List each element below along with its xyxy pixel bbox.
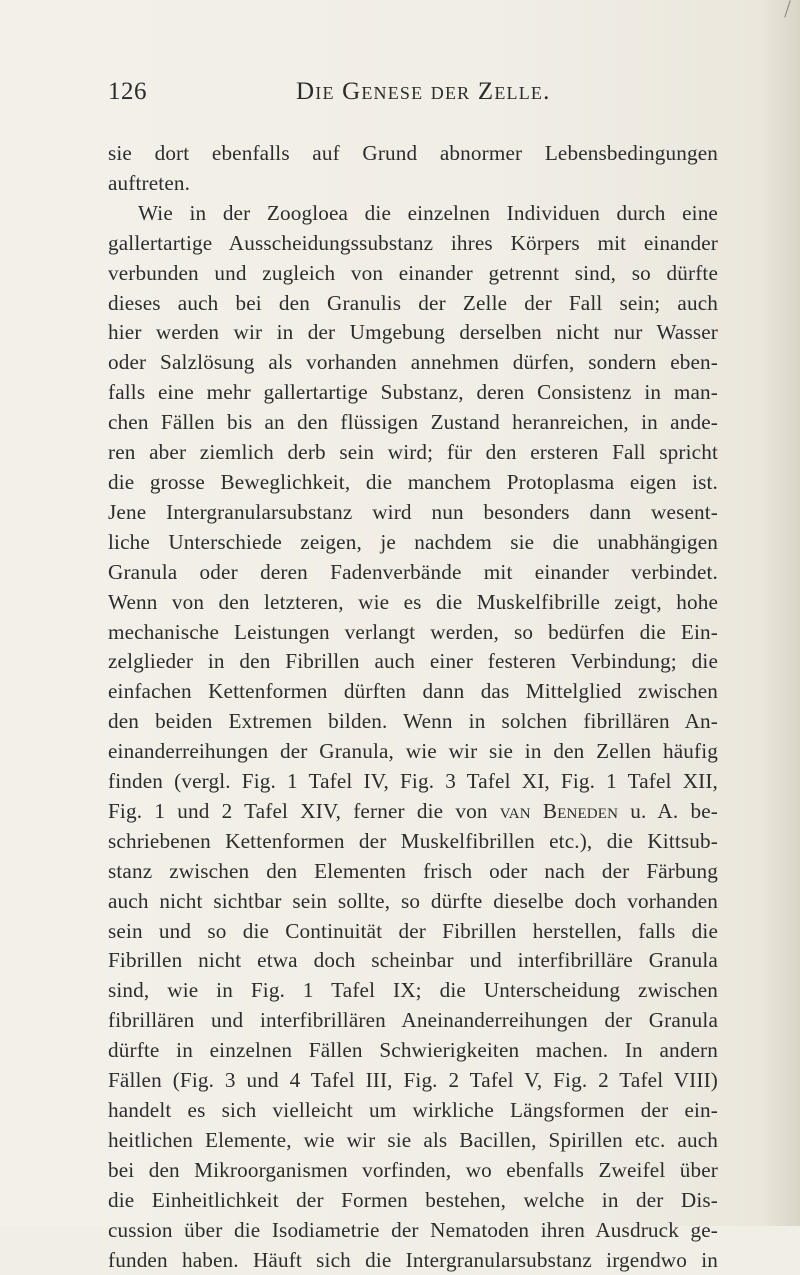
- text-line: schriebenen Kettenformen der Muskelfibrillen etc.), die Kittsub-: [108, 828, 718, 853]
- text-line: bei den Mikroorganismen vorfinden, wo ebenfalls Zweifel über: [108, 1157, 718, 1182]
- text-line: auch nicht sichtbar sein sollte, so dürfte dieselbe doch vorhanden: [108, 888, 718, 913]
- author-name-smallcaps: van Beneden: [499, 798, 619, 823]
- text-line: sie dort ebenfalls auf Grund abnormer Lebensbedingungen: [108, 141, 718, 165]
- text-line: oder Salzlösung als vorhanden annehmen dürfen, sondern eben-: [108, 350, 718, 375]
- text-line: Wie in der Zoogloea die einzelnen Individuen durch eine: [138, 200, 718, 225]
- page-corner-mark: [784, 0, 791, 17]
- text-line: fibrillären und interfibrillären Aneinanderreihungen der Granula: [108, 1008, 718, 1033]
- text-line: ren aber ziemlich derb sein wird; für den ersteren Fall spricht: [108, 440, 718, 465]
- text-line: handelt es sich vielleicht um wirkliche Längsformen der ein-: [108, 1098, 718, 1122]
- text-line: sind, wie in Fig. 1 Tafel IX; die Unterscheidung zwischen: [108, 978, 718, 1003]
- text-line: gallertartige Ausscheidungssubstanz ihres Körpers mit einander: [108, 230, 718, 255]
- text-line: den beiden Extremen bilden. Wenn in solchen fibrillären An-: [108, 709, 718, 734]
- text-line: dürfte in einzelnen Fällen Schwierigkeiten machen. In andern: [108, 1038, 718, 1063]
- text-line: hier werden wir in der Umgebung derselben nicht nur Wasser: [108, 320, 718, 345]
- text-line: Jene Intergranularsubstanz wird nun besonders dann wesent-: [108, 499, 718, 524]
- text-line: chen Fällen bis an den flüssigen Zustand heranreichen, in ande-: [108, 410, 718, 435]
- text-line: einfachen Kettenformen dürften dann das Mittelglied zwischen: [108, 679, 718, 704]
- text-line: heitlichen Elemente, wie wir sie als Bacillen, Spirillen etc. auch: [108, 1127, 718, 1152]
- text-line: mechanische Leistungen verlangt werden, so bedürfen die Ein-: [108, 619, 718, 644]
- text-line: Fibrillen nicht etwa doch scheinbar und interfibrilläre Granula: [108, 948, 718, 973]
- body-text: [108, 139, 718, 1275]
- text-line: auftreten.: [108, 170, 191, 195]
- text-line: Fällen (Fig. 3 und 4 Tafel III, Fig. 2 Tafel V, Fig. 2 Tafel VIII): [108, 1068, 718, 1093]
- text-line: Fig. 1 und 2 Tafel XIV, ferner die von van Beneden u. A. be-: [108, 798, 718, 823]
- text-line: Granula oder deren Fadenverbände mit einander verbindet.: [108, 559, 718, 584]
- text-line: sein und so die Continuität der Fibrillen herstellen, falls die: [108, 918, 718, 943]
- text-line: zelglieder in den Fibrillen auch einer festeren Verbindung; die: [108, 649, 718, 674]
- text-line: dieses auch bei den Granulis der Zelle der Fall sein; auch: [108, 290, 718, 315]
- running-head: [108, 78, 718, 112]
- running-title: Die Genese der Zelle.: [296, 78, 551, 105]
- text-line: die Einheitlichkeit der Formen bestehen, welche in der Dis-: [108, 1187, 718, 1212]
- text-line: falls eine mehr gallertartige Substanz, deren Consistenz in man-: [108, 380, 718, 405]
- page-number: 126: [108, 78, 147, 105]
- text-line: stanz zwischen den Elementen frisch oder nach der Färbung: [108, 858, 718, 883]
- text-line: funden haben. Häuft sich die Intergranularsubstanz irgendwo in: [108, 1247, 718, 1272]
- text-line: cussion über die Isodiametrie der Nematoden ihren Ausdruck ge-: [108, 1217, 718, 1242]
- text-line: verbunden und zugleich von einander getrennt sind, so dürfte: [108, 260, 718, 285]
- text-line: finden (vergl. Fig. 1 Tafel IV, Fig. 3 Tafel XI, Fig. 1 Tafel XII,: [108, 769, 718, 794]
- text-line: Wenn von den letzteren, wie es die Muskelfibrille zeigt, hohe: [108, 589, 718, 614]
- text-line: einanderreihungen der Granula, wie wir sie in den Zellen häufig: [108, 739, 718, 764]
- text-line: die grosse Beweglichkeit, die manchem Protoplasma eigen ist.: [108, 469, 718, 494]
- text-line: liche Unterschiede zeigen, je nachdem sie die unabhängigen: [108, 529, 718, 554]
